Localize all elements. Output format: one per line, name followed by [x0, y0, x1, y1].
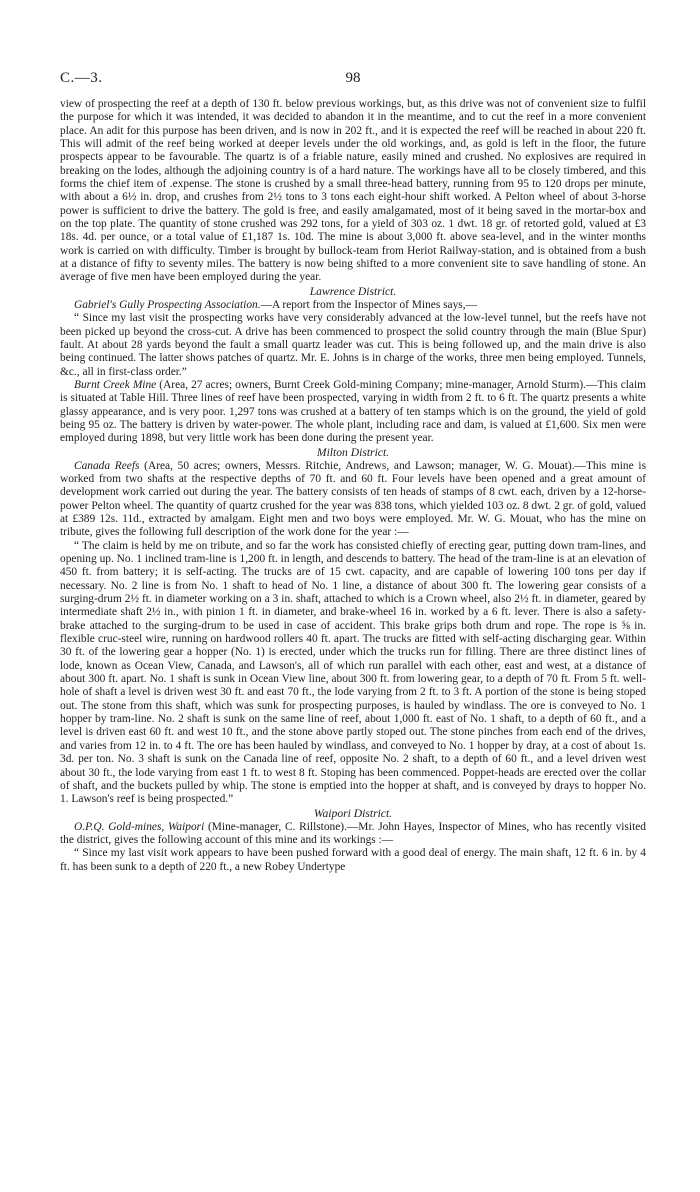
- paragraph-text: (Mine-manager, C. Rillstone).—Mr. John Hayes, Inspector of Mines, who has recently visited the district, gives the following account of this mine and its workings :—: [60, 820, 646, 846]
- paragraph: [60, 821, 646, 848]
- quoted-paragraph: “ Since my last visit work appears to have been pushed forward with a good deal of energy. The main shaft, 12 ft. 6 in. by 4 ft. has been sunk to a depth of 220 ft., a new Robey Undertype: [60, 847, 646, 873]
- paragraph-lead: Canada Reefs: [74, 459, 140, 472]
- section-heading: Waipori District.: [313, 806, 393, 820]
- paragraph-lead: Gabriel's Gully Prospecting Association.: [74, 298, 261, 311]
- paragraph-lead: Burnt Creek Mine: [74, 378, 157, 391]
- section-heading: Milton District.: [316, 445, 390, 459]
- paragraph: [60, 299, 646, 312]
- section-heading: Lawrence District.: [309, 284, 397, 298]
- page-number: 98: [345, 70, 361, 86]
- page-header: [60, 70, 646, 94]
- quoted-paragraph: “ The claim is held by me on tribute, and so far the work has consisted chiefly of erecting gear, putting down tram-lines, and opening up. No. 1 inclined tram-line is 1,200 ft. in length, and descends to battery. The head of the tram-line is at an elevation of 450 ft. from battery; it is self-acting. The trucks are of 15 cwt. capacity, and are capable of lowering 100 tons per day if necessary. No. 2 line is from No. 1 shaft to head of No. 1 line, a distance of about 300 ft. The lowering gear consists of a surging-drum 2½ ft. in diameter working on a 3 in. shaft, attached to which is a Crown wheel, also 2½ ft. in diameter, geared by intermediate shaft 2½ in., with pinion 1 ft. in diameter, and brake-wheel 16 in. worked by a 6 ft. lever. There is also a safety-brake attached to the surging-drum to be used in case of accident. This brake grips both drum and rope. The rope is ⅝ in. flexible cruc-steel wire, running on hardwood rollers 40 ft. apart. The trucks are fitted with self-acting discharging gear. Within 30 ft. of the lowering gear a hopper (No. 1) is erected, under which the trucks run for filling. There are three distinct lines of lode, known as Ocean View, Canada, and Lawson's, all of which run parallel with each other, east and west, at a distance of about 300 ft. apart. No. 1 shaft is sunk in Ocean View line, about 300 ft. from lowering gear, to a depth of 70 ft. From 5 ft. well-hole of shaft a level is driven west 30 ft. and east 70 ft., the lode varying from 2 ft. to 3 ft. A portion of the stone is being stoped out. The stone from this shaft, which was sunk for prospecting purposes, is hauled by windlass. The ore is conveyed to No. 1 hopper by tram-line. No. 2 shaft is sunk on the same line of reef, about 1,000 ft. east of No. 1 shaft, to a depth of 60 ft., and a level is driven east 60 ft. and west 10 ft., and the stone above partly stoped out. The stone pinches from each end of the drives, and varies from 12 in. to 4 ft. The ore has been hauled by windlass, and conveyed to No. 1 hopper by dray, at a cost of about 1s. 3d. per ton. No. 3 shaft is sunk on the Canada line of reef, opposite No. 2 shaft, to a depth of 60 ft., and a level driven west about 30 ft., the lode varying from east 1 ft. to west 8 ft. Stoping has been commenced. Poppet-heads are erected over the collar of shaft, and the buckets pulled by whip. The stone is emptied into the hopper at shaft, and is conveyed by drays to hopper No. 1. Lawson's reef is being prospected.”: [60, 539, 646, 806]
- page-body: [60, 98, 646, 874]
- quoted-paragraph: “ Since my last visit the prospecting works have very considerably advanced at the low-level tunnel, but the reefs have not been picked up beyond the cross-cut. A drive has been commenced to prospect the solid country through the main (Blue Spur) fault. At about 28 yards beyond the fault a small quartz leader was cut. This is being followed up, and the main drive is also being continued. The latter shows patches of quartz. Mr. E. Johns is in charge of the works, three men being employed. Tunnels, &c., all in first-class order.”: [60, 312, 646, 378]
- paragraph-text: —A report from the Inspector of Mines says,—: [260, 298, 477, 311]
- paragraph: [60, 379, 646, 446]
- paragraph-text: (Area, 50 acres; owners, Messrs. Ritchie, Andrews, and Lawson; manager, W. G. Mouat).—This mine is worked from two shafts at the respective depths of 70 ft. and 60 ft. Four levels have been opened and a great amount of development work carried out during the year. The battery consists of ten heads of stamps of 8 cwt. each, driven by a 12-horse-power Pelton wheel. The quantity of quartz crushed for the year was 838 tons, which yielded 103 oz. 8 dwt. 2 gr. of gold, valued at £389 12s. 11d., extracted by amalgam. Eight men and two boys were employed. Mr. W. G. Mouat, who has the mine on tribute, gives the following full description of the work done for the year :—: [60, 459, 647, 539]
- paragraph: view of prospecting the reef at a depth of 130 ft. below previous workings, but, as this drive was not of convenient size to fulfil the purpose for which it was intended, it was decided to abandon it in the meantime, and to cut the reef in a more convenient place. An adit for this purpose has been driven, and is now in 202 ft., and it is expected the reef will be reached in about 220 ft. This will admit of the reef being worked at deeper levels under the old workings, and, as gold is left in the floor, the future prospects appear to be favourable. The quartz is of a friable nature, easily mined and crushed. No explosives are required in breaking on the lodes, although the adjoining country is of a hard nature. The workings have all to be closely timbered, and this forms the chief item of .expense. The stone is crushed by a small three-head battery, running from 95 to 120 drops per minute, with about a 6½ in. drop, and crushes from 2½ tons to 3 tons each eight-hour shift worked. A Pelton wheel of about 3-horse power is sufficient to drive the battery. The gold is free, and easily amalgamated, most of it being saved in the mortar-box and on the top plate. The quantity of stone crushed was 292 tons, for a yield of 303 oz. 1 dwt. 18 gr. of retorted gold, valued at £3 18s. 4d. per ounce, or a total value of £1,187 1s. 10d. The mine is about 3,000 ft. above sea-level, and in the winter months work is carried on with difficulty. Timber is brought by bullock-team from Heriot Railway-station, and is obtained from a bush at a distance of fifty to seventy miles. The battery is now being shifted to a more convenient site to save handling of stone. An average of five men have been employed during the year.: [60, 98, 646, 284]
- paragraph-text: (Area, 27 acres; owners, Burnt Creek Gold-mining Company; mine-manager, Arnold Sturm).—This claim is situated at Table Hill. Three lines of reef have been prospected, varying in width from 2 ft. to 6 ft. The quartz presents a white glassy appearance, and is very poor. 1,297 tons was crushed at a battery of ten stamps which is on the ground, the yield of gold being 95 oz. The battery is driven by water-power. The whole plant, including race and dam, is valued at £1,600. Six men were employed during 1898, but very little work has been done during the present year.: [60, 378, 646, 445]
- document-reference: C.—3.: [60, 70, 103, 86]
- paragraph-lead: O.P.Q. Gold-mines, Waipori: [74, 820, 205, 833]
- paragraph: [60, 460, 646, 540]
